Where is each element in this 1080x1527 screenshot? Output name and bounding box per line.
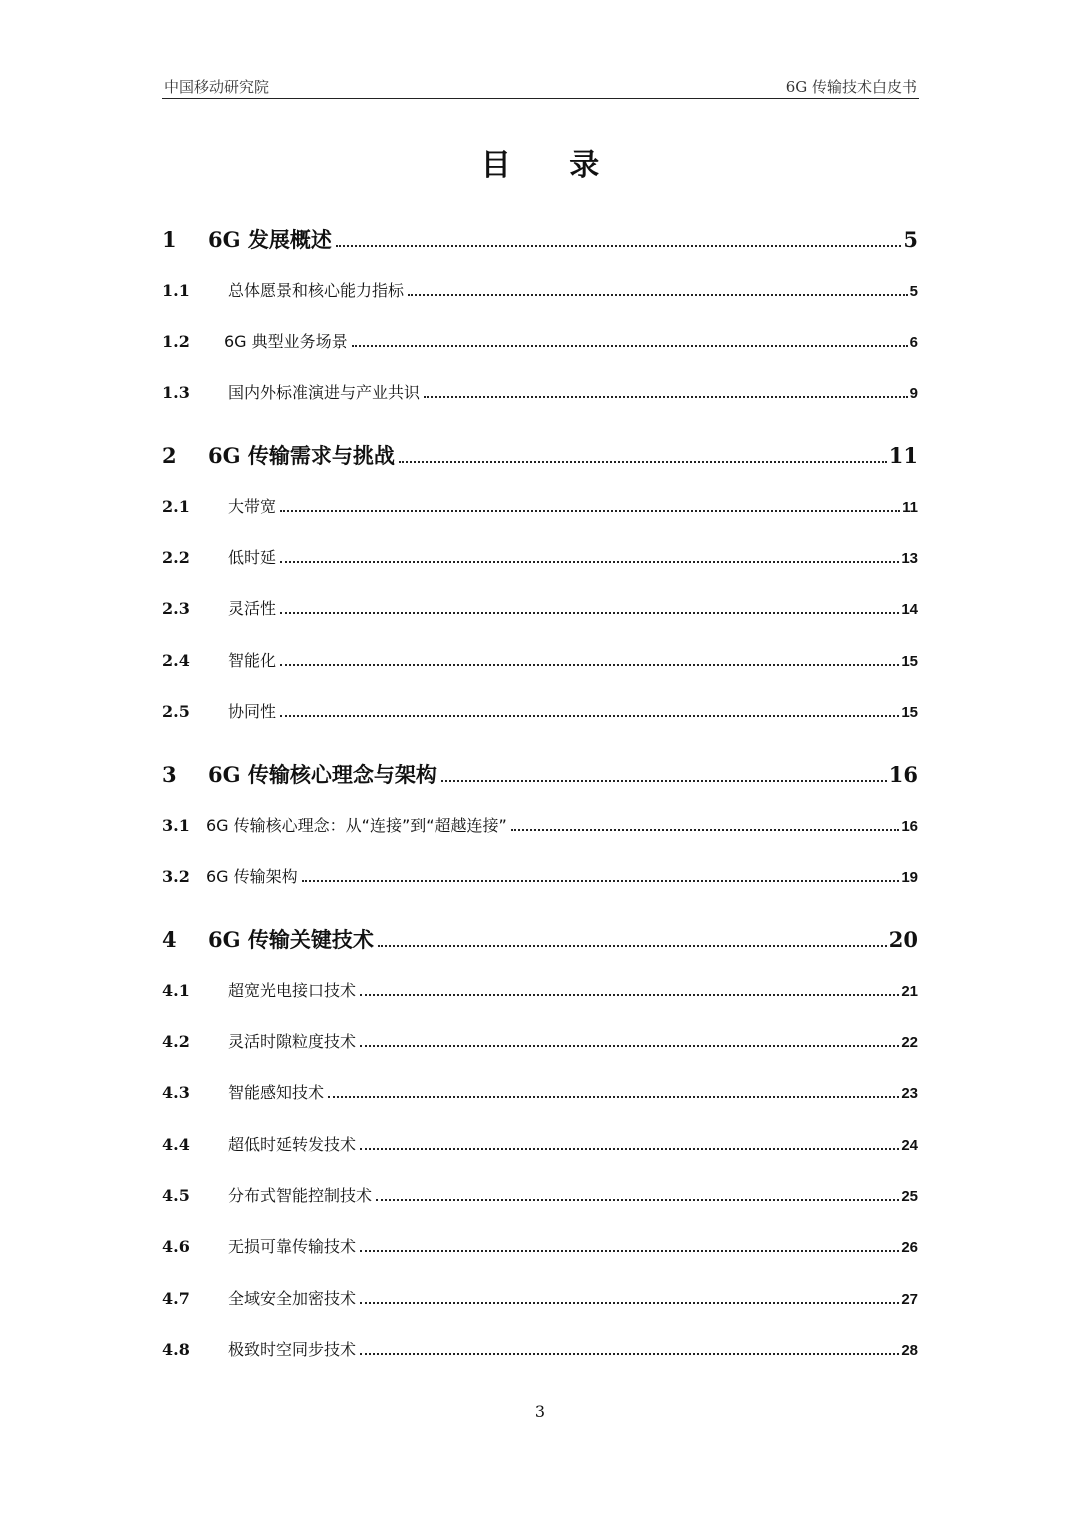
toc-number: 2 (162, 443, 177, 468)
toc-section-1-3[interactable] (162, 380, 918, 403)
toc-number: 3 (162, 762, 177, 787)
toc-leader (280, 612, 899, 614)
toc-label: 智能感知技术 (228, 1083, 325, 1102)
toc-page: 20 (888, 927, 918, 952)
toc-section-4-8[interactable] (162, 1337, 918, 1360)
toc-number: 2.2 (162, 548, 190, 567)
toc-label: 灵活时隙粒度技术 (228, 1032, 357, 1051)
toc-chapter-2[interactable] (162, 440, 918, 470)
toc-number: 1.1 (162, 281, 190, 300)
toc-leader (328, 1096, 899, 1098)
toc-chapter-3[interactable] (162, 759, 918, 789)
toc-section-2-5[interactable] (162, 699, 918, 722)
toc-label: 6G 传输需求与挑战 (208, 443, 395, 468)
toc-leader (360, 1250, 899, 1252)
toc-page: 5 (909, 283, 918, 300)
toc-section-4-1[interactable] (162, 978, 918, 1001)
toc-page: 13 (901, 550, 918, 567)
toc-label: 总体愿景和核心能力指标 (228, 281, 405, 300)
toc-page: 21 (901, 983, 918, 1000)
toc-section-1-1[interactable] (162, 278, 918, 301)
toc-label: 极致时空同步技术 (228, 1340, 357, 1359)
toc-leader (352, 345, 908, 347)
toc-section-2-1[interactable] (162, 494, 918, 517)
toc-page: 25 (901, 1188, 918, 1205)
toc-chapter-1[interactable] (162, 224, 918, 254)
toc-number: 4.2 (162, 1032, 190, 1051)
toc-number: 2.5 (162, 702, 190, 721)
toc-leader (280, 715, 899, 717)
toc-page: 6 (909, 334, 918, 351)
toc-label: 协同性 (228, 702, 277, 721)
toc-section-4-7[interactable] (162, 1286, 918, 1309)
toc-label: 6G 典型业务场景 (224, 332, 348, 351)
toc-number: 1.3 (162, 383, 190, 402)
toc-leader (378, 945, 887, 947)
toc-label: 超宽光电接口技术 (228, 981, 357, 1000)
toc-section-4-6[interactable] (162, 1234, 918, 1257)
header-organization: 中国移动研究院 (164, 78, 270, 96)
toc-leader (511, 829, 899, 831)
page-number: 3 (534, 1402, 546, 1421)
toc-label: 国内外标准演进与产业共识 (228, 383, 421, 402)
toc-number: 4.6 (162, 1237, 190, 1256)
toc-chapter-4[interactable] (162, 924, 918, 954)
toc-section-4-3[interactable] (162, 1080, 918, 1103)
toc-page: 24 (901, 1137, 918, 1154)
toc-leader (360, 994, 899, 996)
toc-page: 28 (901, 1342, 918, 1359)
toc-label: 6G 传输核心理念与架构 (208, 762, 437, 787)
toc-section-3-2[interactable] (162, 864, 918, 887)
toc-section-3-1[interactable] (162, 813, 918, 836)
toc-label: 6G 传输关键技术 (208, 927, 374, 952)
toc-leader (280, 510, 900, 512)
toc-label: 分布式智能控制技术 (228, 1186, 373, 1205)
toc-page: 11 (888, 443, 918, 468)
toc-number: 4.8 (162, 1340, 190, 1359)
toc-section-2-3[interactable] (162, 596, 918, 619)
toc-number: 4.1 (162, 981, 190, 1000)
toc-page: 19 (901, 869, 918, 886)
toc-number: 4.3 (162, 1083, 190, 1102)
toc-page: 16 (901, 818, 918, 835)
toc-page: 5 (903, 227, 918, 252)
toc-label: 智能化 (228, 651, 277, 670)
toc-number: 1.2 (162, 332, 190, 351)
toc-number: 4.4 (162, 1135, 190, 1154)
toc-number: 2.4 (162, 651, 190, 670)
toc-leader (376, 1199, 899, 1201)
toc-label: 6G 传输核心理念：从“连接”到“超越连接” (206, 816, 507, 835)
running-header (162, 76, 919, 99)
toc-section-4-4[interactable] (162, 1132, 918, 1155)
header-document-title: 6G 传输技术白皮书 (785, 78, 917, 96)
toc-section-2-2[interactable] (162, 545, 918, 568)
toc-page: 22 (901, 1034, 918, 1051)
toc-leader (280, 664, 899, 666)
toc-leader (360, 1302, 899, 1304)
toc-section-1-2[interactable] (162, 329, 918, 352)
toc-page: 26 (901, 1239, 918, 1256)
toc-label: 6G 传输架构 (206, 867, 298, 886)
toc-page: 15 (901, 704, 918, 721)
toc-page: 9 (909, 385, 918, 402)
toc-section-2-4[interactable] (162, 648, 918, 671)
toc-label: 低时延 (228, 548, 277, 567)
toc-label: 大带宽 (228, 497, 277, 516)
toc-page: 14 (901, 601, 918, 618)
toc-label: 超低时延转发技术 (228, 1135, 357, 1154)
toc-label: 灵活性 (228, 599, 277, 618)
page-title: 目 录 (480, 148, 624, 183)
toc-leader (399, 461, 887, 463)
toc-page: 15 (901, 653, 918, 670)
toc-leader (408, 294, 908, 296)
toc-number: 3.1 (162, 816, 190, 835)
toc-leader (360, 1353, 899, 1355)
toc-label: 6G 发展概述 (208, 227, 332, 252)
toc-label: 全域安全加密技术 (228, 1289, 357, 1308)
toc-page: 16 (888, 762, 918, 787)
toc-number: 4.7 (162, 1289, 190, 1308)
toc-leader (302, 880, 900, 882)
toc-number: 1 (162, 227, 177, 252)
toc-page: 27 (901, 1291, 918, 1308)
toc-number: 3.2 (162, 867, 190, 886)
toc-leader (441, 780, 887, 782)
toc-leader (336, 245, 902, 247)
toc-page: 11 (902, 499, 918, 516)
toc-section-4-5[interactable] (162, 1183, 918, 1206)
toc-label: 无损可靠传输技术 (228, 1237, 357, 1256)
toc-page: 23 (901, 1085, 918, 1102)
toc-leader (424, 396, 908, 398)
toc-number: 4 (162, 927, 177, 952)
toc-section-4-2[interactable] (162, 1029, 918, 1052)
toc-leader (360, 1148, 899, 1150)
toc-number: 2.1 (162, 497, 190, 516)
toc-leader (360, 1045, 899, 1047)
toc-number: 4.5 (162, 1186, 190, 1205)
toc-leader (280, 561, 899, 563)
toc-number: 2.3 (162, 599, 190, 618)
